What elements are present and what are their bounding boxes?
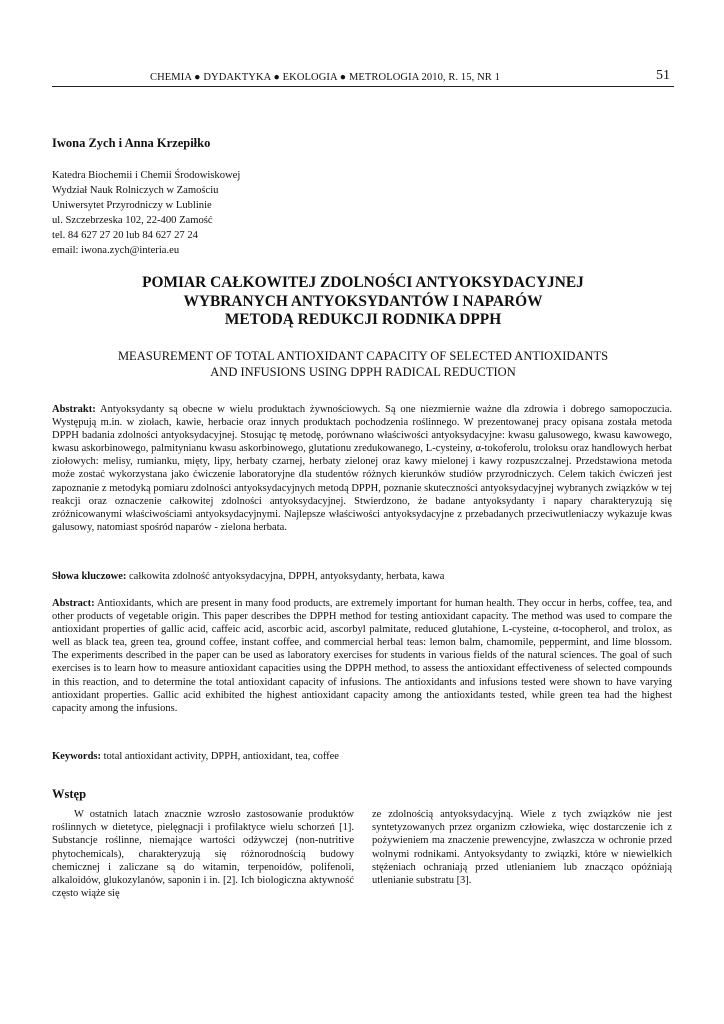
intro-column-right: ze zdolnością antyoksydacyjną. Wiele z tych związków nie jest syntetyzowanych przez organizm człowieka, więc dostarczenie ich z pożywieniem ma znaczenie prewencyjne, zwłaszcza w ochronie przed wolnymi rodnikami. Antyoksydanty to związki, które w niewielkich stężeniach ochraniają przed utlenianiem lub znacząco opóźniają utlenianie substratu [3].	[372, 809, 672, 887]
title-line: POMIAR CAŁKOWITEJ ZDOLNOŚCI ANTYOKSYDACYJNEJ	[142, 274, 584, 291]
abstract-polish	[52, 403, 672, 534]
affiliation-line: ul. Szczebrzeska 102, 22-400 Zamość	[52, 215, 213, 226]
title-line: MEASUREMENT OF TOTAL ANTIOXIDANT CAPACITY OF SELECTED ANTIOXIDANTS	[117, 349, 609, 363]
affiliation-line: Uniwersytet Przyrodniczy w Lublinie	[52, 200, 212, 211]
intro-column-left: W ostatnich latach znacznie wzrosło zastosowanie produktów roślinnych w dietetyce, pielęgnacji i profilaktyce wielu schorzeń [1]. Substancje roślinne, niemające wartości odżywczej (non-nutritive phytochemicals), charakteryzują się różnorodnością budowy chemicznej i zaliczane są do witamin, terpenoidów, polifenoli, alkaloidów, glukozylanów, saponin i in. [2]. Ich biologiczna aktywność często wiąże się	[52, 809, 354, 900]
abstract-english	[52, 597, 672, 715]
title-line: WYBRANYCH ANTYOKSYDANTÓW I NAPARÓW	[183, 292, 543, 310]
section-heading: Wstęp	[52, 787, 87, 801]
abstract-label: Abstrakt:	[52, 404, 96, 415]
running-header	[52, 64, 674, 87]
abstract-label: Abstract:	[52, 598, 95, 609]
abstract-text: Antyoksydanty są obecne w wielu produktach żywnościowych. Są one niezmiernie ważne dla zdrowia i dobrego samopoczucia. Występują m.in. w ziołach, kawie, herbacie oraz innych produktach pochodzenia roślinnego. W prezentowanej pracy opisana została metoda DPPH badania zdolności antyoksydacyjnej. Stosując tę metodę, porównano właściwości antyoksydacyjne: kwasu galusowego, kwasu kawowego, kwasu askorbinowego, palmitynianu kwasu askorbinowego, glutationu zredukowanego, L-cysteiny, α-tokoferolu, troloksu oraz handlowych herbat ziołowych: melisy, rumianku, mięty, lipy, herbaty czarnej, herbaty zielonej oraz kawy mielonej i kawy rozpuszczalnej. Przedstawiona metoda może zostać wykorzystana jako ćwiczenie laboratoryjne dla studentów różnych kierunków studiów przyrodniczych. Celem takich ćwiczeń jest zapoznanie z metodyką pomiaru zdolności antyoksydacyjnych metodą DPPH, poznanie skuteczności antyoksydacyjnej wybranych związków w tej reakcji oraz oznaczenie całkowitej zdolności antyoksydacyjnej. Stwierdzono, że badane antyoksydanty i napary charakteryzują się zróżnicowanymi właściwościami antyoksydacyjnymi. Najlepsze właściwości antyoksydacyjne z przebadanych przeciwutleniaczy wykazuje kwas galusowy, natomiast spośród naparów - zielona herbata.	[52, 404, 672, 533]
authors: Iwona Zych i Anna Krzepiłko	[52, 136, 211, 150]
journal-name: CHEMIA ● DYDAKTYKA ● EKOLOGIA ● METROLOGIA 2010, R. 15, NR 1	[150, 72, 500, 83]
keywords-label: Słowa kluczowe:	[52, 571, 127, 582]
title-line: METODĄ REDUKCJI RODNIKA DPPH	[224, 311, 502, 328]
keywords-english	[52, 750, 672, 763]
affiliation-line: Wydział Nauk Rolniczych w Zamościu	[52, 185, 219, 196]
keywords-label: Keywords:	[52, 751, 101, 762]
title-english	[52, 349, 674, 380]
title-polish	[52, 274, 674, 330]
affiliation-line: tel. 84 627 27 20 lub 84 627 27 24	[52, 230, 198, 241]
page-number: 51	[656, 68, 670, 83]
keywords-text: total antioxidant activity, DPPH, antioxidant, tea, coffee	[101, 751, 339, 762]
affiliation-line: Katedra Biochemii i Chemii Środowiskowej	[52, 170, 241, 181]
keywords-polish	[52, 570, 672, 583]
abstract-text: Antioxidants, which are present in many food products, are extremely important for human health. They occur in herbs, coffee, tea, and other products of vegetable origin. This paper describes the DPPH method for testing antioxidant capacity. The method was used to compare the antioxidant properties of gallic acid, caffeic acid, ascorbic acid, ascorbyl palmitate, reduced glutahione, L-cysteine, α-tocopherol, and trolox, as well as black tea, green tea, ground coffee, instant coffee, and commercial herbal teas: lemon balm, chamomile, peppermint, and lime blossom. The experiments described in the paper can be used as laboratory exercises for students in various fields of the natural sciences. The goal of such exercises is to learn how to measure antioxidant capacities using the DPPH method, to assess the antioxidant effectiveness of selected compounds in this reaction, and to determine the total antioxidant capacity of infusions. The antioxidants and infusions tested were shown to have varying antioxidant properties. Gallic acid exhibited the highest antioxidant capacity among the antioxidants tested, while green tea had the highest capacity among the infusions.	[52, 598, 672, 714]
affiliation-email: email: iwona.zych@interia.eu	[52, 245, 180, 256]
keywords-text: całkowita zdolność antyoksydacyjna, DPPH, antyoksydanty, herbata, kawa	[126, 571, 445, 582]
affiliation	[52, 168, 240, 258]
title-line: AND INFUSIONS USING DPPH RADICAL REDUCTION	[210, 364, 516, 379]
